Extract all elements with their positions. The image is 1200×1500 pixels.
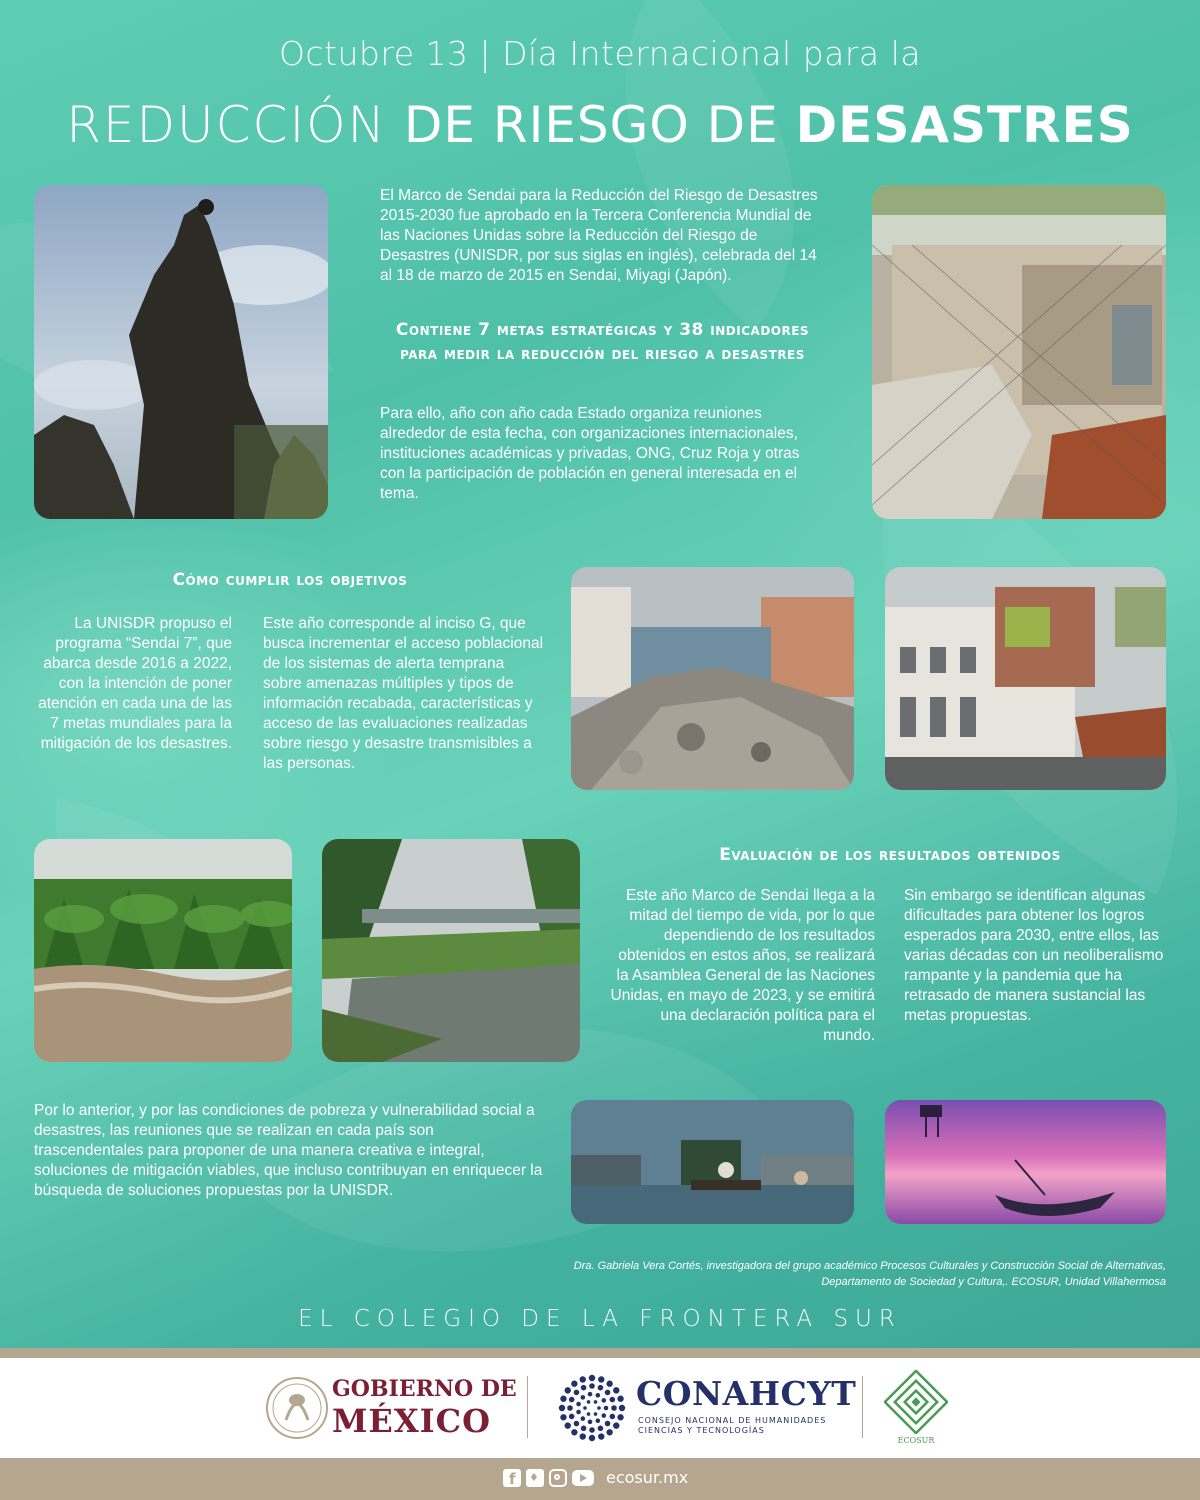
social-icons (503, 1469, 594, 1487)
header-title (0, 96, 1200, 154)
gobierno-logo-line-2: MÉXICO (332, 1402, 491, 1440)
author-credit (300, 1258, 1166, 1290)
photo-flooded-houses (571, 1100, 854, 1224)
intro-paragraph-2: Para ello, año con año cada Estado organiza reuniones alrededor de esta fecha, con organizaciones internacionales, instituciones académicas y privadas, ONG, Cruz Roja y otras con la participación de población en general interesada en el tema. (380, 405, 800, 502)
conahcyt-subtitle (638, 1416, 826, 1436)
logo-separator (862, 1376, 863, 1438)
logo-bar (0, 1358, 1200, 1458)
intro-paragraph: El Marco de Sendai para la Reducción del Riesgo de Desastres 2015-2030 fue aprobado en la Tercera Conferencia Mundial de las Naciones Unidas sobre la Reducción del Riesgo de Desastres (UNISDR, por sus siglas en inglés), celebrada del 14 al 18 de marzo de 2015 en Sendai, Miyagi (Japón). (380, 187, 818, 284)
photo-monument (34, 185, 328, 519)
conahcyt-logo-text: CONAHCYT (636, 1374, 857, 1413)
twitter-icon[interactable]: ♦ (526, 1469, 544, 1487)
intro-highlight: Contiene 7 metas estratégicas y 38 indicadores para medir la reducción del riesgo a desastres (395, 320, 810, 364)
objetivos-column-2: Este año corresponde al inciso G, que busca incrementar el acceso poblacional de los sistemas de alerta temprana sobre amenazas múltiples y tipos de información recabada, características y acceso de las evaluaciones realizadas sobre riesgo y desastre transmisibles a las personas. (263, 615, 544, 772)
photo-damaged-wall (872, 185, 1166, 519)
conahcyt-subtitle-line-2: CIENCIAS Y TECNOLOGÍAS (638, 1426, 765, 1435)
instagram-icon[interactable] (549, 1469, 567, 1487)
mexico-coat-of-arms-logo (262, 1368, 332, 1448)
youtube-icon[interactable] (572, 1470, 594, 1486)
header-title-bold: DESASTRES (795, 96, 1134, 154)
institution-name: EL COLEGIO DE LA FRONTERA SUR (298, 1306, 902, 1332)
evaluacion-column-1: Este año Marco de Sendai llega a la mitad del tiempo de vida, por lo que dependiendo de los resultados obtenidos en estos años, se realizará la Asamblea General de las Naciones Unidas, en mayo de 2023, y se emitirá una declaración política para el mundo. (610, 887, 875, 1044)
evaluacion-column-2: Sin embargo se identifican algunas dificultades para obtener los logros esperados para 2030, entre ellos, las varias décadas con un neoliberalismo rampante y la pandemia que ha retrasado de manera sustancial las metas propuestas. (904, 887, 1164, 1024)
gobierno-logo-line-1: GOBIERNO DE (332, 1376, 517, 1402)
photo-flooded-field (34, 839, 292, 1062)
header-title-light: REDUCCIÓN (66, 96, 387, 154)
conahcyt-dots-logo (556, 1372, 628, 1444)
header-title-mid: DE RIESGO DE (403, 96, 779, 154)
objetivos-heading: Cómo cumplir los objetivos (172, 570, 408, 590)
logo-separator (527, 1376, 528, 1438)
website-link[interactable]: ecosur.mx (606, 1468, 689, 1487)
author-credit-line-2: Departamento de Sociedad y Cultura,. ECOSUR, Unidad Villahermosa (821, 1276, 1166, 1288)
ecosur-logo-text: ECOSUR (897, 1436, 935, 1445)
photo-wetland (322, 839, 580, 1062)
ecosur-logo (884, 1370, 948, 1434)
author-credit-line-1: Dra. Gabriela Vera Cortés, investigadora del grupo académico Procesos Culturales y Construcción Social de Alternativas, (573, 1260, 1166, 1272)
footer-top-band (0, 1348, 1200, 1358)
conclusion-paragraph: Por lo anterior, y por las condiciones de pobreza y vulnerabilidad social a desastres, las reuniones que se realizan en cada país son trascendentales para proponer de una manera creativa e integral, soluciones de mitigación viables, que incluso contribuyan en enriquecer la búsqueda de soluciones propuestas por la UNISDR. (34, 1102, 543, 1199)
facebook-icon[interactable]: f (503, 1469, 521, 1487)
objetivos-column-1: La UNISDR propuso el programa “Sendai 7”, que abarca desde 2016 a 2022, con la intención de poner atención en cada una de las 7 metas mundiales para la mitigación de los desastres. (38, 615, 232, 752)
conahcyt-subtitle-line-1: CONSEJO NACIONAL DE HUMANIDADES (638, 1416, 827, 1425)
photo-sunset-boat (885, 1100, 1166, 1224)
evaluacion-heading: Evaluación de los resultados obtenidos (719, 845, 1061, 865)
photo-rubble (571, 567, 854, 790)
header-date-line: Octubre 13 | Día Internacional para la (278, 34, 922, 73)
photo-collapsed-building (885, 567, 1166, 790)
footer-bar (0, 1458, 1200, 1500)
